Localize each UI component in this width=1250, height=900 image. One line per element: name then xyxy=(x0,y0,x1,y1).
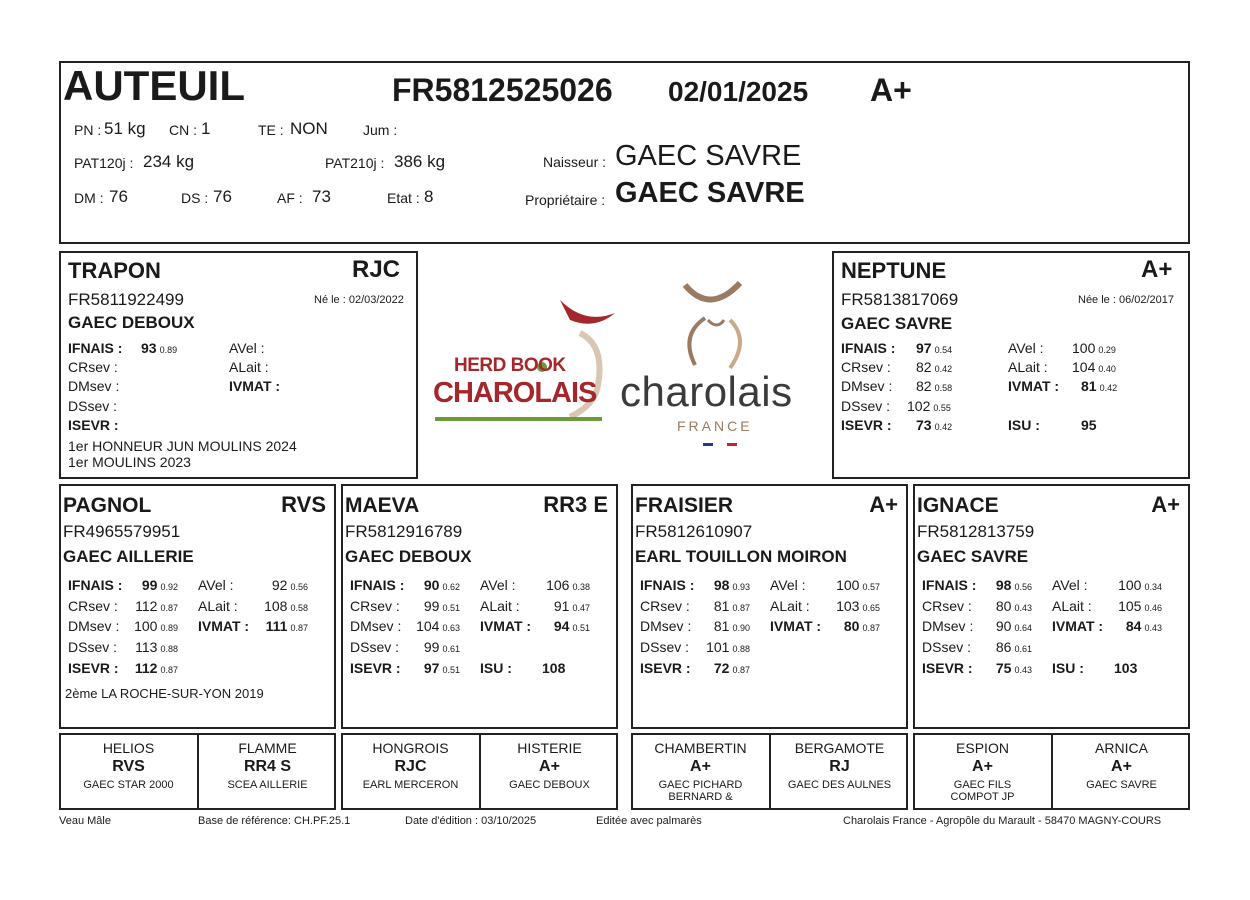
france-word: FRANCE xyxy=(677,418,753,434)
ivmat-label: IVMAT : xyxy=(1008,378,1060,394)
af-value: 73 xyxy=(312,187,331,206)
dmsev-value xyxy=(982,618,1032,634)
ifnais-cd: 0.62 xyxy=(442,582,460,592)
alait-value xyxy=(1107,598,1162,614)
ggp-grade: RJ xyxy=(829,758,850,775)
ggp-grade: A+ xyxy=(690,758,711,775)
isevr-label: ISEVR : xyxy=(68,660,119,676)
dssev-label: DSsev : xyxy=(68,398,118,414)
ifnais-value xyxy=(982,577,1032,593)
ggp-grade: RR4 S xyxy=(243,758,292,775)
ggp-name: HONGROIS xyxy=(372,740,449,756)
great-grandparent-cell xyxy=(59,734,198,791)
ivmat-cd: 0.87 xyxy=(290,623,308,633)
herdbook-logo xyxy=(430,295,620,425)
avel-value xyxy=(535,577,590,593)
ggp-owner: GAEC DEBOUX xyxy=(509,779,590,791)
dmsev-label: DMsev : xyxy=(922,618,974,634)
isevr-value xyxy=(128,660,178,676)
ivmat-label: IVMAT : xyxy=(198,618,250,634)
ifnais-number: 93 xyxy=(141,340,157,356)
proprietaire-value: GAEC SAVRE xyxy=(615,177,805,209)
ifnais-cd: 0.89 xyxy=(159,345,178,355)
alait-value xyxy=(1072,359,1116,375)
grandparent-name: IGNACE xyxy=(917,494,999,517)
dmsev-cd: 0.58 xyxy=(934,383,953,393)
crsev-cd: 0.87 xyxy=(160,603,178,613)
avel-label: AVel : xyxy=(770,577,806,593)
charolais-france-logo xyxy=(620,280,825,450)
great-grandparent-cell xyxy=(480,734,619,791)
great-grandparent-cell xyxy=(198,734,337,791)
dssev-number: 101 xyxy=(706,639,730,655)
crsev-number: 82 xyxy=(916,359,932,375)
alait-cd: 0.40 xyxy=(1098,364,1116,374)
crsev-number: 80 xyxy=(995,598,1012,614)
ifnais-label: IFNAIS : xyxy=(922,577,977,593)
ggp-owner: GAEC FILS xyxy=(953,779,1012,791)
dssev-number: 113 xyxy=(135,639,158,655)
ggp-owner-line2: BERNARD & xyxy=(668,791,733,803)
dmsev-label: DMsev : xyxy=(68,618,120,634)
dssev-number: 99 xyxy=(423,639,440,655)
ifnais-value xyxy=(128,577,178,593)
ifnais-number: 90 xyxy=(423,577,440,593)
grandparent-id: FR5812610907 xyxy=(635,522,753,541)
isu-label: ISU : xyxy=(1008,417,1040,433)
ggp-owner: SCEA AILLERIE xyxy=(227,779,308,791)
footer-edition: Date d'édition : 03/10/2025 xyxy=(405,815,537,827)
dmsev-cd: 0.89 xyxy=(160,623,178,633)
pat210-value: 386 kg xyxy=(394,152,446,171)
isevr-label: ISEVR : xyxy=(922,660,973,676)
avel-cd: 0.34 xyxy=(1144,582,1162,592)
isevr-number: 112 xyxy=(134,660,158,676)
ifnais-value xyxy=(410,577,460,593)
sire-id: FR5811922499 xyxy=(68,290,184,309)
animal-id: FR5812525026 xyxy=(392,72,613,108)
alait-number: 104 xyxy=(1072,359,1096,375)
ds-label: DS : xyxy=(181,190,209,206)
alait-cd: 0.58 xyxy=(290,603,308,613)
ggp-name: FLAMME xyxy=(238,740,297,756)
avel-number: 106 xyxy=(546,577,570,593)
dam-name: NEPTUNE xyxy=(841,258,947,283)
isevr-cd: 0.42 xyxy=(934,422,953,432)
ggp-name: ESPION xyxy=(956,740,1009,756)
ggp-grade: A+ xyxy=(972,758,993,775)
grandparent-name: FRAISIER xyxy=(635,494,734,517)
alait-value xyxy=(535,598,590,614)
grandparent-grade: RR3 E xyxy=(543,492,608,517)
dssev-value xyxy=(700,639,750,655)
herdbook-top-text: HERD BOOK xyxy=(454,355,566,376)
ggp-grade: RVS xyxy=(112,758,145,775)
alait-number: 105 xyxy=(1118,598,1142,614)
alait-label: ALait : xyxy=(480,598,520,614)
ggp-name: HISTERIE xyxy=(517,740,582,756)
ggp-name: HELIOS xyxy=(102,740,155,756)
great-grandparent-cell xyxy=(913,734,1052,803)
dmsev-value xyxy=(916,378,952,394)
ifnais-cd: 0.54 xyxy=(934,345,953,355)
ivmat-number: 84 xyxy=(1125,618,1142,634)
cn-value: 1 xyxy=(201,119,211,138)
avel-cd: 0.29 xyxy=(1098,345,1116,355)
dssev-number: 86 xyxy=(995,639,1012,655)
animal-grade: A+ xyxy=(870,72,912,108)
pn-label: PN : xyxy=(74,122,102,138)
ivmat-number: 81 xyxy=(1081,378,1097,394)
great-grandparent-cell xyxy=(1052,734,1191,791)
crsev-cd: 0.43 xyxy=(1014,603,1032,613)
naisseur-label: Naisseur : xyxy=(543,154,607,170)
sire-born: Né le : 02/03/2022 xyxy=(314,294,404,306)
crsev-number: 81 xyxy=(713,598,730,614)
isevr-value xyxy=(982,660,1032,676)
ggp-owner: GAEC PICHARD xyxy=(658,779,743,791)
alait-label: ALait : xyxy=(229,359,269,375)
ifnais-number: 98 xyxy=(713,577,730,593)
avel-value xyxy=(825,577,880,593)
grandparent-name: PAGNOL xyxy=(63,494,152,517)
crsev-label: CRsev : xyxy=(922,598,972,614)
naisseur-value: GAEC SAVRE xyxy=(615,140,802,172)
crsev-cd: 0.51 xyxy=(442,603,460,613)
grandparent-grade: RVS xyxy=(281,492,326,517)
ifnais-cd: 0.56 xyxy=(1014,582,1032,592)
ifnais-number: 97 xyxy=(916,340,932,356)
isevr-cd: 0.87 xyxy=(732,665,750,675)
dmsev-cd: 0.90 xyxy=(732,623,750,633)
isevr-value xyxy=(410,660,460,676)
avel-value xyxy=(253,577,308,593)
dmsev-number: 104 xyxy=(416,618,440,634)
ifnais-label: IFNAIS : xyxy=(68,577,123,593)
crsev-number: 99 xyxy=(423,598,440,614)
footer-palmares: Editée avec palmarès xyxy=(596,815,702,827)
dssev-cd: 0.88 xyxy=(732,644,750,654)
isu-value: 108 xyxy=(542,660,566,676)
dssev-value xyxy=(128,639,178,655)
avel-value xyxy=(1107,577,1162,593)
dmsev-value xyxy=(410,618,460,634)
ivmat-number: 94 xyxy=(553,618,570,634)
af-label: AF : xyxy=(277,190,303,206)
dssev-value xyxy=(982,639,1032,655)
isevr-number: 73 xyxy=(916,417,932,433)
alait-label: ALait : xyxy=(1008,359,1048,375)
crsev-cd: 0.87 xyxy=(732,603,750,613)
avel-number: 100 xyxy=(1118,577,1142,593)
avel-label: AVel : xyxy=(1052,577,1088,593)
alait-number: 103 xyxy=(836,598,860,614)
ivmat-label: IVMAT : xyxy=(770,618,822,634)
ifnais-number: 98 xyxy=(995,577,1012,593)
grandparent-owner: GAEC AILLERIE xyxy=(63,547,194,566)
grandparent-id: FR5812916789 xyxy=(345,522,463,541)
ivmat-number: 80 xyxy=(843,618,860,634)
pat120-value: 234 kg xyxy=(143,152,195,171)
avel-number: 100 xyxy=(1072,340,1096,356)
alait-cd: 0.47 xyxy=(572,603,590,613)
footer-base: Base de référence: CH.PF.25.1 xyxy=(198,815,351,827)
dmsev-value xyxy=(700,618,750,634)
charolais-word: charolais xyxy=(620,368,793,415)
isu-label: ISU : xyxy=(480,660,512,676)
sire-name: TRAPON xyxy=(68,258,161,283)
isevr-label: ISEVR : xyxy=(640,660,691,676)
isevr-number: 75 xyxy=(995,660,1012,676)
dam-born: Née le : 06/02/2017 xyxy=(1078,294,1175,306)
grandparent-award: 2ème LA ROCHE-SUR-YON 2019 xyxy=(65,686,264,701)
grandparent-owner: EARL TOUILLON MOIRON xyxy=(635,547,847,566)
grandparent-owner: GAEC SAVRE xyxy=(917,547,1029,566)
dssev-label: DSsev : xyxy=(922,639,972,655)
isevr-label: ISEVR : xyxy=(841,417,892,433)
avel-label: AVel : xyxy=(229,340,265,356)
dssev-value xyxy=(410,639,460,655)
dmsev-cd: 0.64 xyxy=(1014,623,1032,633)
ifnais-value xyxy=(141,340,177,356)
crsev-value xyxy=(700,598,750,614)
ivmat-value xyxy=(1107,618,1162,634)
ifnais-number: 99 xyxy=(141,577,158,593)
alait-number: 91 xyxy=(553,598,570,614)
crsev-value xyxy=(982,598,1032,614)
isevr-number: 97 xyxy=(423,660,440,676)
great-grandparent-cell xyxy=(341,734,480,791)
ivmat-cd: 0.87 xyxy=(862,623,880,633)
grandparent-grade: A+ xyxy=(1151,492,1180,517)
ivmat-value xyxy=(1081,378,1117,394)
alait-label: ALait : xyxy=(770,598,810,614)
crsev-label: CRsev : xyxy=(841,359,891,375)
ggp-grade: A+ xyxy=(539,758,560,775)
crsev-cd: 0.42 xyxy=(934,364,953,374)
dam-grade: A+ xyxy=(1141,256,1173,283)
grandparent-owner: GAEC DEBOUX xyxy=(345,547,472,566)
sire-grade: RJC xyxy=(352,256,401,283)
isevr-cd: 0.87 xyxy=(160,665,178,675)
ivmat-cd: 0.51 xyxy=(572,623,590,633)
isu-value: 95 xyxy=(1081,417,1097,433)
avel-value xyxy=(1072,340,1116,356)
ifnais-label: IFNAIS : xyxy=(640,577,695,593)
grandparent-id: FR4965579951 xyxy=(63,522,181,541)
great-grandparent-cell xyxy=(770,734,909,791)
sire-owner: GAEC DEBOUX xyxy=(68,313,195,332)
dmsev-label: DMsev : xyxy=(350,618,402,634)
flag-icon xyxy=(703,443,743,446)
ifnais-label: IFNAIS : xyxy=(350,577,405,593)
te-value: NON xyxy=(290,119,328,138)
alait-value xyxy=(825,598,880,614)
ggp-owner: GAEC DES AULNES xyxy=(787,779,892,791)
dssev-label: DSsev : xyxy=(640,639,690,655)
grandparent-id: FR5812813759 xyxy=(917,522,1035,541)
dmsev-number: 90 xyxy=(995,618,1012,634)
ivmat-label: IVMAT : xyxy=(480,618,532,634)
ggp-owner: EARL MERCERON xyxy=(362,779,459,791)
dssev-cd: 0.55 xyxy=(933,403,951,413)
herdbook-main-text: CHAROLAIS xyxy=(433,377,597,409)
dssev-cd: 0.61 xyxy=(442,644,460,654)
ifnais-label: IFNAIS : xyxy=(68,340,123,356)
ggp-name: ARNICA xyxy=(1095,740,1148,756)
ggp-owner-line2: COMPOT JP xyxy=(950,791,1015,803)
proprietaire-label: Propriétaire : xyxy=(525,192,606,208)
ggp-owner: GAEC SAVRE xyxy=(1086,779,1157,791)
crsev-value xyxy=(128,598,178,614)
avel-label: AVel : xyxy=(1008,340,1044,356)
etat-label: Etat : xyxy=(387,190,420,206)
isu-label: ISU : xyxy=(1052,660,1084,676)
dmsev-number: 100 xyxy=(134,618,158,634)
ds-value: 76 xyxy=(213,187,232,206)
alait-cd: 0.65 xyxy=(862,603,880,613)
ivmat-label: IVMAT : xyxy=(1052,618,1104,634)
crsev-label: CRsev : xyxy=(640,598,690,614)
jum-label: Jum : xyxy=(363,122,398,138)
dmsev-label: DMsev : xyxy=(640,618,692,634)
isu-value: 103 xyxy=(1114,660,1138,676)
grandparent-name: MAEVA xyxy=(345,494,420,517)
avel-cd: 0.56 xyxy=(290,582,308,592)
animal-name: AUTEUIL xyxy=(63,62,245,109)
great-grandparent-cell xyxy=(631,734,770,803)
avel-label: AVel : xyxy=(480,577,516,593)
dssev-cd: 0.61 xyxy=(1014,644,1032,654)
dssev-label: DSsev : xyxy=(350,639,400,655)
ivmat-label: IVMAT : xyxy=(229,378,281,394)
ifnais-value xyxy=(700,577,750,593)
ggp-name: BERGAMOTE xyxy=(794,740,885,756)
isevr-cd: 0.43 xyxy=(1014,665,1032,675)
footer-address: Charolais France - Agropôle du Marault - 58470 MAGNY-COURS xyxy=(843,815,1162,827)
dm-label: DM : xyxy=(74,190,104,206)
ifnais-cd: 0.92 xyxy=(160,582,178,592)
alait-number: 108 xyxy=(264,598,288,614)
crsev-label: CRsev : xyxy=(350,598,400,614)
ivmat-cd: 0.42 xyxy=(1099,383,1118,393)
isevr-label: ISEVR : xyxy=(68,417,119,433)
birth-date: 02/01/2025 xyxy=(668,76,809,107)
ggp-name: CHAMBERTIN xyxy=(654,740,747,756)
ivmat-number: 111 xyxy=(265,618,288,634)
crsev-label: CRsev : xyxy=(68,359,118,375)
ivmat-value xyxy=(253,618,308,634)
isevr-value xyxy=(916,417,952,433)
avel-cd: 0.57 xyxy=(862,582,880,592)
dmsev-label: DMsev : xyxy=(841,378,893,394)
dssev-label: DSsev : xyxy=(68,639,118,655)
ifnais-value xyxy=(916,340,952,356)
pat120-label: PAT120j : xyxy=(74,155,134,171)
avel-number: 100 xyxy=(836,577,860,593)
avel-label: AVel : xyxy=(198,577,234,593)
dmsev-number: 82 xyxy=(916,378,932,394)
alait-value xyxy=(253,598,308,614)
alait-label: ALait : xyxy=(1052,598,1092,614)
isevr-label: ISEVR : xyxy=(350,660,401,676)
dm-value: 76 xyxy=(109,187,128,206)
dmsev-cd: 0.63 xyxy=(442,623,460,633)
alait-cd: 0.46 xyxy=(1144,603,1162,613)
pn-value: 51 kg xyxy=(104,119,146,138)
dssev-cd: 0.88 xyxy=(160,644,178,654)
ifnais-label: IFNAIS : xyxy=(841,340,896,356)
te-label: TE : xyxy=(258,122,284,138)
ivmat-cd: 0.43 xyxy=(1144,623,1162,633)
dssev-value xyxy=(907,398,951,414)
charolais-head-icon xyxy=(620,280,825,370)
crsev-number: 112 xyxy=(135,598,158,614)
dam-owner: GAEC SAVRE xyxy=(841,314,953,333)
isevr-value xyxy=(700,660,750,676)
ivmat-value xyxy=(535,618,590,634)
isevr-cd: 0.51 xyxy=(442,665,460,675)
crsev-label: CRsev : xyxy=(68,598,118,614)
dmsev-number: 81 xyxy=(713,618,730,634)
etat-value: 8 xyxy=(424,187,434,206)
dmsev-value xyxy=(128,618,178,634)
ivmat-value xyxy=(825,618,880,634)
grandparent-grade: A+ xyxy=(869,492,898,517)
alait-label: ALait : xyxy=(198,598,238,614)
cn-label: CN : xyxy=(169,122,197,138)
ggp-grade: RJC xyxy=(394,758,427,775)
dssev-label: DSsev : xyxy=(841,398,891,414)
sire-award-1: 1er HONNEUR JUN MOULINS 2024 xyxy=(68,438,297,454)
ggp-grade: A+ xyxy=(1111,758,1132,775)
footer-sex: Veau Mâle xyxy=(59,815,111,827)
sire-award-2: 1er MOULINS 2023 xyxy=(68,454,191,470)
ggp-owner: GAEC STAR 2000 xyxy=(83,779,174,791)
avel-cd: 0.38 xyxy=(572,582,590,592)
crsev-value xyxy=(916,359,952,375)
avel-number: 92 xyxy=(271,577,288,593)
crsev-value xyxy=(410,598,460,614)
dam-id: FR5813817069 xyxy=(841,290,959,309)
pat210-label: PAT210j : xyxy=(325,155,385,171)
isevr-number: 72 xyxy=(713,660,730,676)
dmsev-label: DMsev : xyxy=(68,378,120,394)
ifnais-cd: 0.93 xyxy=(732,582,750,592)
dssev-number: 102 xyxy=(907,398,931,414)
